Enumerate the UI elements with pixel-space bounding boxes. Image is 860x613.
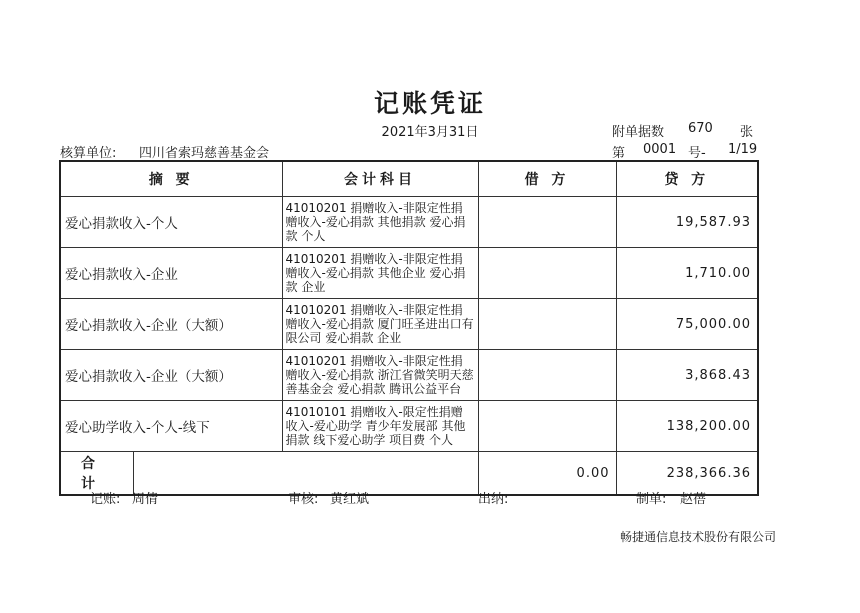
accounting-unit-name: 四川省索玛慈善基金会 bbox=[139, 146, 270, 161]
attachment-count: 670 bbox=[688, 121, 713, 136]
reviewer-label: 审核: bbox=[288, 492, 319, 507]
voucher-title: 记账凭证 bbox=[373, 89, 486, 118]
table-row bbox=[60, 299, 758, 350]
total-label: 合 计 bbox=[61, 452, 134, 494]
table-row bbox=[60, 401, 758, 452]
table-header-row bbox=[60, 161, 758, 197]
bookkeeper-label: 记账: bbox=[90, 492, 121, 507]
entry-debit bbox=[478, 248, 616, 299]
header-credit: 贷 方 bbox=[616, 161, 758, 197]
voucher-page: 1/19 bbox=[728, 142, 758, 157]
total-debit: 0.00 bbox=[478, 452, 616, 496]
entry-debit bbox=[478, 299, 616, 350]
accounting-unit-label: 核算单位: bbox=[60, 146, 117, 161]
reviewer-name: 黄红斌 bbox=[330, 492, 370, 507]
voucher-number-prefix: 第 bbox=[612, 146, 626, 161]
header-summary: 摘 要 bbox=[60, 161, 282, 197]
entry-credit: 138,200.00 bbox=[616, 401, 758, 452]
entry-summary: 爱心捐款收入-企业（大额） bbox=[60, 299, 282, 350]
attachment-unit: 张 bbox=[740, 125, 754, 140]
entry-account: 41010201 捐赠收入-非限定性捐赠收入-爱心捐款 厦门旺圣进出口有限公司 爱心捐款 企业 bbox=[282, 299, 478, 350]
attachment-count-label: 附单据数 bbox=[612, 125, 665, 140]
preparer-label: 制单: bbox=[636, 492, 667, 507]
table-row bbox=[60, 248, 758, 299]
entry-credit: 19,587.93 bbox=[616, 197, 758, 248]
entry-debit bbox=[478, 350, 616, 401]
bookkeeper-name: 周倩 bbox=[132, 492, 159, 507]
voucher-number-suffix: 号- bbox=[688, 146, 706, 161]
header-account: 会计科目 bbox=[282, 161, 478, 197]
table-row bbox=[60, 350, 758, 401]
entry-summary: 爱心助学收入-个人-线下 bbox=[60, 401, 282, 452]
voucher-table bbox=[59, 160, 759, 496]
entry-account: 41010201 捐赠收入-非限定性捐赠收入-爱心捐款 其他捐款 爱心捐款 个人 bbox=[282, 197, 478, 248]
entry-account: 41010201 捐赠收入-非限定性捐赠收入-爱心捐款 浙江省微笑明天慈善基金会 爱心捐款 腾讯公益平台 bbox=[282, 350, 478, 401]
entry-summary: 爱心捐款收入-个人 bbox=[60, 197, 282, 248]
entry-credit: 1,710.00 bbox=[616, 248, 758, 299]
entry-credit: 3,868.43 bbox=[616, 350, 758, 401]
total-credit: 238,366.36 bbox=[616, 452, 758, 496]
cashier-label: 出纳: bbox=[478, 492, 509, 507]
entry-summary: 爱心捐款收入-企业 bbox=[60, 248, 282, 299]
preparer-name: 赵蓓 bbox=[680, 492, 707, 507]
voucher-number: 0001 bbox=[643, 142, 677, 157]
entry-summary: 爱心捐款收入-企业（大额） bbox=[60, 350, 282, 401]
total-label-cell bbox=[60, 452, 478, 496]
entry-credit: 75,000.00 bbox=[616, 299, 758, 350]
software-company: 畅捷通信息技术股份有限公司 bbox=[620, 530, 777, 544]
entry-account: 41010201 捐赠收入-非限定性捐赠收入-爱心捐款 其他企业 爱心捐款 企业 bbox=[282, 248, 478, 299]
table-row bbox=[60, 197, 758, 248]
entry-debit bbox=[478, 401, 616, 452]
entry-account: 41010101 捐赠收入-限定性捐赠收入-爱心助学 青少年发展部 其他捐款 线下爱心助学 项目费 个人 bbox=[282, 401, 478, 452]
entry-debit bbox=[478, 197, 616, 248]
header-debit: 借 方 bbox=[478, 161, 616, 197]
voucher-date: 2021年3月31日 bbox=[381, 125, 479, 140]
